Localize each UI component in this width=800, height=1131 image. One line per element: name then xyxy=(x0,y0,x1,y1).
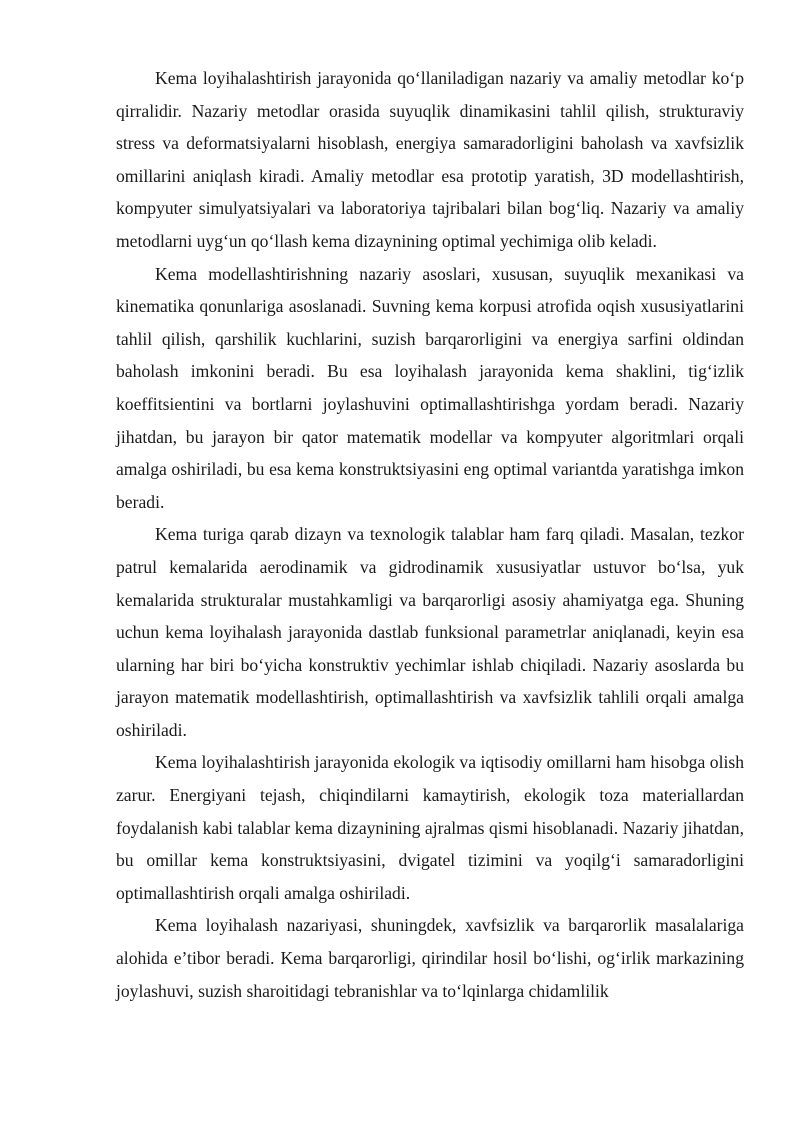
paragraph-5: Kema loyihalash nazariyasi, shuningdek, xavfsizlik va barqarorlik masalalariga alohida e’tibor beradi. Kema barqarorligi, qirindilar hosil bo‘lishi, og‘irlik markazining joylashuvi, suzish sharoitidagi tebranishlar va to‘lqinlarga chidamlilik xyxy=(116,915,744,1001)
paragraph-2: Kema modellashtirishning nazariy asoslari, xususan, suyuqlik mexanikasi va kinematika qonunlariga asoslanadi. Suvning kema korpusi atrofida oqish xususiyatlarini tahlil qilish, qarshilik kuchlarini, suzish barqarorligini va energiya sarfini oldindan baholash imkonini beradi. Bu esa loyihalash jarayonida kema shaklini, tig‘izlik koeffitsientini va bortlarni joylashuvini optimallashtirishga yordam beradi. Nazariy jihatdan, bu jarayon bir qator matematik modellar va kompyuter algoritmlari orqali amalga oshiriladi, bu esa kema konstruktsiyasini eng optimal variantda yaratishga imkon beradi. xyxy=(116,263,744,512)
body-text xyxy=(116,62,744,1007)
paragraph-1: Kema loyihalashtirish jarayonida qo‘llaniladigan nazariy va amaliy metodlar ko‘p qirralidir. Nazariy metodlar orasida suyuqlik dinamikasini tahlil qilish, strukturaviy stress va deformatsiyalarni hisoblash, energiya samaradorligini baholash va xavfsizlik omillarini aniqlash kiradi. Amaliy metodlar esa prototip yaratish, 3D modellashtirish, kompyuter simulyatsiyalari va laboratoriya tajribalari bilan bog‘liq. Nazariy va amaliy metodlarni uyg‘un qo‘llash kema dizaynining optimal yechimiga olib keladi. xyxy=(116,68,744,251)
paragraph-4: Kema loyihalashtirish jarayonida ekologik va iqtisodiy omillarni ham hisobga olish zarur. Energiyani tejash, chiqindilarni kamaytirish, ekologik toza materiallardan foydalanish kabi talablar kema dizaynining ajralmas qismi hisoblanadi. Nazariy jihatdan, bu omillar kema konstruktsiyasini, dvigatel tizimini va yoqilg‘i samaradorligini optimallashtirish orqali amalga oshiriladi. xyxy=(116,752,744,903)
paragraph-3: Kema turiga qarab dizayn va texnologik talablar ham farq qiladi. Masalan, tezkor patrul kemalarida aerodinamik va gidrodinamik xususiyatlar ustuvor bo‘lsa, yuk kemalarida strukturalar mustahkamligi va barqarorligi asosiy ahamiyatga ega. Shuning uchun kema loyihalash jarayonida dastlab funksional parametrlar aniqlanadi, keyin esa ularning har biri bo‘yicha konstruktiv yechimlar ishlab chiqiladi. Nazariy asoslarda bu jarayon matematik modellashtirish, optimallashtirish va xavfsizlik tahlili orqali amalga oshiriladi. xyxy=(116,524,744,740)
